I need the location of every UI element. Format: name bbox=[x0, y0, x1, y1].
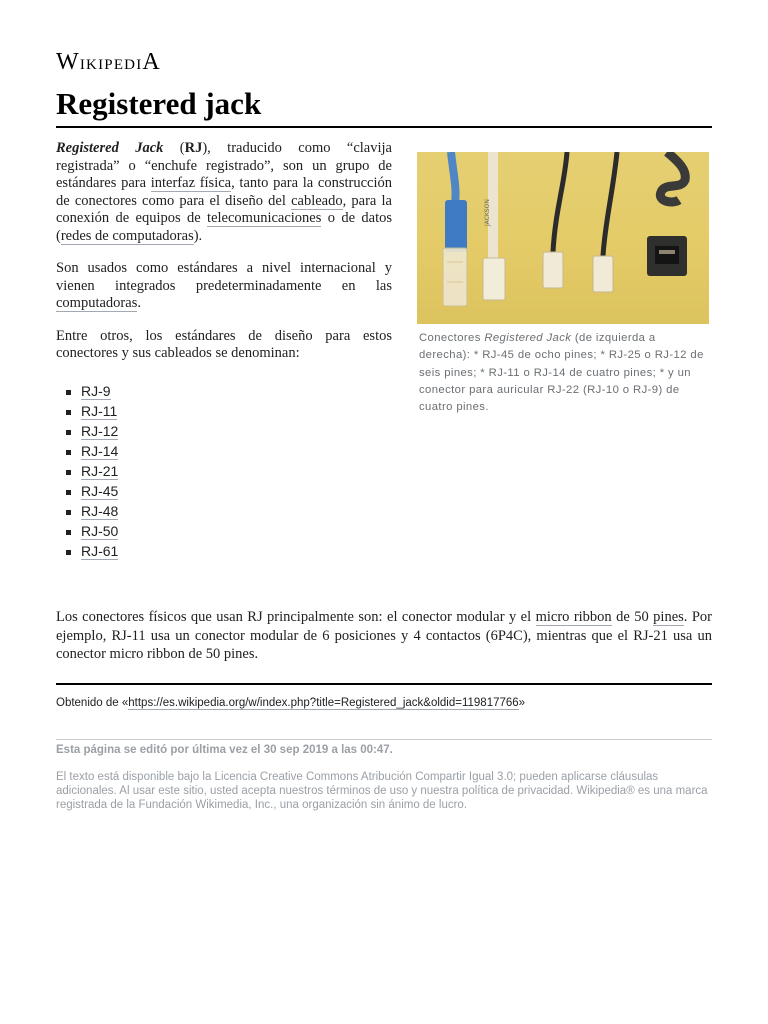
retrieved-prefix: Obtenido de « bbox=[56, 697, 129, 709]
list-item bbox=[66, 421, 392, 441]
link-rj-61[interactable]: RJ-61 bbox=[81, 542, 119, 559]
lead-paragraph-1 bbox=[56, 140, 392, 245]
retrieved-suffix: » bbox=[518, 697, 526, 709]
link-rj-50[interactable]: RJ-50 bbox=[81, 522, 119, 539]
list-item bbox=[66, 441, 392, 461]
body-text: de 50 bbox=[611, 609, 654, 625]
link-rj-14[interactable]: RJ-14 bbox=[81, 442, 119, 459]
link-micro-ribbon[interactable]: micro ribbon bbox=[535, 609, 612, 625]
coiled-cable bbox=[660, 152, 685, 202]
black-cable-1 bbox=[553, 152, 567, 252]
page-title: Registered jack bbox=[56, 84, 712, 128]
caption-term: Registered Jack bbox=[484, 332, 572, 344]
cable-print: JACKSON bbox=[484, 199, 491, 226]
lead-text: ), traducido como “clavija registrada” o “enchufe registrado”, son un grupo de estándares para bbox=[56, 140, 392, 191]
lead-paragraph-2 bbox=[56, 260, 392, 313]
retrieved-from bbox=[56, 697, 712, 709]
footer-divider bbox=[56, 683, 712, 685]
blue-cable bbox=[451, 152, 456, 204]
blue-boot bbox=[445, 200, 467, 252]
abbr-rj: RJ bbox=[184, 140, 203, 156]
wikipedia-wordmark[interactable]: WikipediA bbox=[56, 49, 161, 75]
black-cable-2 bbox=[603, 152, 617, 256]
connectors-photo-illustration bbox=[417, 152, 709, 324]
list-item bbox=[66, 541, 392, 561]
lead-text: . bbox=[137, 295, 141, 311]
lead-text: ). bbox=[193, 227, 203, 244]
link-interfaz-fisica[interactable]: interfaz física bbox=[150, 175, 232, 191]
list-item bbox=[66, 521, 392, 541]
footer-thin-divider bbox=[56, 739, 712, 740]
rj14-plug bbox=[593, 256, 613, 292]
lead-text: , para la conexión de equipos de bbox=[56, 192, 392, 226]
list-item bbox=[66, 381, 392, 401]
connectors-photo[interactable] bbox=[417, 152, 709, 324]
lead-text: o de datos ( bbox=[56, 210, 392, 244]
list-item bbox=[66, 401, 392, 421]
link-rj-45[interactable]: RJ-45 bbox=[81, 482, 119, 499]
link-cableado[interactable]: cableado bbox=[291, 192, 343, 209]
rj11-plug bbox=[543, 252, 563, 288]
list-item bbox=[66, 461, 392, 481]
term-registered-jack: Registered Jack bbox=[56, 140, 164, 156]
body-text: . Por ejemplo, RJ-11 usa un conector modular de 6 posiciones y 4 contactos (6P4C), mientras que el RJ-21 usa un conector micro ribbon de 50 pines. bbox=[56, 609, 712, 662]
list-item bbox=[66, 481, 392, 501]
link-telecomunicaciones[interactable]: telecomunicaciones bbox=[207, 210, 322, 226]
rj45-plug bbox=[443, 248, 467, 306]
license-text: El texto está disponible bajo la Licencia Creative Commons Atribución Compartir Igual 3.0; pueden aplicarse cláusulas adicionales. Al usar este sitio, usted acepta nuestros términos de uso y nuestra política de privacidad. Wikipedia® es una marca registrada de la Fundación Wikimedia, Inc., una organización sin ánimo de lucro. bbox=[56, 771, 708, 811]
caption-text: Conectores bbox=[419, 332, 485, 344]
list-item bbox=[66, 501, 392, 521]
retrieved-url-link[interactable]: https://es.wikipedia.org/w/index.php?title=Registered_jack&oldid=119817766 bbox=[128, 697, 519, 709]
rj12-plug bbox=[483, 258, 505, 300]
lead-section bbox=[56, 140, 392, 561]
link-rj-12[interactable]: RJ-12 bbox=[81, 422, 119, 439]
link-rj-9[interactable]: RJ-9 bbox=[81, 382, 111, 399]
connector-figure bbox=[417, 152, 709, 416]
abbr-open: ( bbox=[163, 140, 185, 156]
link-computadoras[interactable]: computadoras bbox=[56, 295, 138, 311]
link-redes-de-computadoras[interactable]: redes de computadoras bbox=[60, 227, 194, 244]
figure-caption bbox=[417, 330, 709, 416]
link-rj-21[interactable]: RJ-21 bbox=[81, 462, 119, 479]
lead-paragraph-3: Entre otros, los estándares de diseño para estos conectores y sus cableados se denominan: bbox=[56, 327, 392, 361]
body-text: Los conectores físicos que usan RJ principalmente son: el conector modular y el bbox=[56, 609, 536, 625]
caption-text: (de izquierda a derecha): * RJ-45 de ocho pines; * RJ-25 o RJ-12 de seis pines; * RJ-11 o RJ-14 de cuatro pines; * y un conector para auricular RJ-22 (RJ-10 o RJ-9) de cuatro pines. bbox=[419, 332, 704, 414]
lead-text: , tanto para la construcción de conectores como para el diseño del bbox=[56, 175, 393, 209]
last-modified: Esta página se editó por última vez el 30 sep 2019 a las 00:47. bbox=[56, 744, 393, 756]
link-pines[interactable]: pines bbox=[653, 609, 684, 625]
link-rj-11[interactable]: RJ-11 bbox=[81, 402, 118, 419]
lead-text: Son usados como estándares a nivel internacional y vienen integrados predeterminadamente en las bbox=[56, 260, 392, 294]
body-paragraph bbox=[56, 608, 712, 664]
rj-standards-list bbox=[56, 381, 392, 561]
link-rj-48[interactable]: RJ-48 bbox=[81, 502, 119, 519]
